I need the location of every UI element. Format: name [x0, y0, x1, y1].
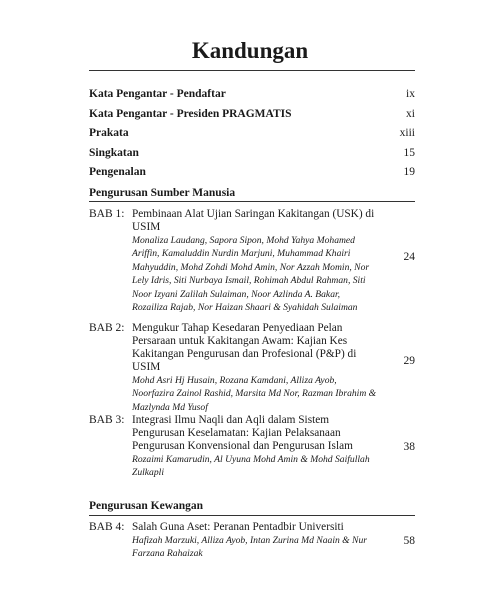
section-rule — [89, 201, 415, 202]
front-matter-item[interactable] — [89, 147, 415, 167]
front-matter-list — [89, 88, 415, 186]
chapter-entry[interactable] — [89, 322, 415, 414]
chapter-authors: Rozaimi Kamarudin, Al Uyuna Mohd Amin & Mohd Saifullah Zulkapli — [132, 454, 370, 479]
front-matter-item[interactable] — [89, 88, 415, 108]
title-rule — [89, 70, 415, 71]
chapter-page: 24 — [403, 251, 415, 263]
front-matter-item[interactable] — [89, 108, 415, 128]
chapter-title: Integrasi Ilmu Naqli dan Aqli dalam Sistem Pengurusan Keselamatan: Kajian Pelaksanaan Pengurusan Konvensional dan Pengurusan Islam — [132, 414, 353, 452]
chapter-title: Salah Guna Aset: Peranan Pentadbir Universiti — [132, 521, 344, 533]
chapter-authors: Monaliza Laudang, Sapora Sipon, Mohd Yahya Mohamed Ariffin, Kamaluddin Nurdin Marjuni, Muhammad Khairi Mahyuddin, Mohd Zohdi Mohd Amin, Nor Azzah Momin, Nor Lely Idris, Siti Nurbaya Ismail, Rohimah Abdul Rahman, Siti Noor Izyani Zalilah Sulaiman, Noor Azlinda A. Bakar, Rozailiza Rajab, Nor Haizan Shaari & Syahidah Sulaiman — [132, 235, 370, 314]
chapter-authors: Hafizah Marzuki, Alliza Ayob, Intan Zurina Md Naain & Nur Farzana Rahaizak — [132, 535, 367, 560]
chapter-number: BAB 4: — [89, 521, 125, 533]
front-matter-label: Singkatan — [89, 146, 139, 159]
chapter-entry[interactable] — [89, 208, 415, 314]
chapter-body — [132, 414, 378, 480]
chapter-entry[interactable] — [89, 414, 415, 480]
section-heading: Pengurusan Kewangan — [89, 500, 204, 512]
front-matter-page: xiii — [399, 127, 415, 139]
page-title: Kandungan — [191, 38, 309, 63]
chapter-body — [132, 521, 378, 561]
front-matter-page: ix — [406, 88, 415, 100]
front-matter-item[interactable] — [89, 127, 415, 147]
chapter-title: Mengukur Tahap Kesedaran Penyediaan Pelan Persaraan untuk Kakitangan Awam: Kajian Kes Kakitangan Pengurusan dan Profesional (P&P) di USIM — [132, 322, 357, 373]
chapter-number: BAB 1: — [89, 208, 125, 220]
front-matter-page: xi — [406, 107, 415, 120]
chapter-page: 38 — [403, 441, 415, 453]
chapter-body — [132, 322, 378, 414]
chapter-page: 58 — [403, 535, 415, 547]
front-matter-label: Pengenalan — [89, 166, 146, 178]
front-matter-label: Prakata — [89, 127, 129, 139]
front-matter-label: Kata Pengantar - Presiden PRAGMATIS — [89, 107, 292, 120]
front-matter-label: Kata Pengantar - Pendaftar — [89, 88, 226, 100]
chapter-page: 29 — [403, 355, 415, 367]
chapter-body — [132, 208, 378, 314]
chapter-number: BAB 2: — [89, 322, 125, 334]
chapter-entry[interactable] — [89, 521, 415, 561]
section-rule — [89, 515, 415, 516]
chapter-number: BAB 3: — [89, 414, 125, 426]
section-heading: Pengurusan Sumber Manusia — [89, 187, 236, 199]
chapter-authors: Mohd Asri Hj Husain, Rozana Kamdani, Alliza Ayob, Noorfazira Zainol Rashid, Marsita Md Nor, Razman Ibrahim & Mazlynda Md Yusof — [132, 375, 377, 413]
front-matter-page: 19 — [403, 166, 415, 178]
chapter-title: Pembinaan Alat Ujian Saringan Kakitangan (USK) di USIM — [132, 208, 375, 233]
front-matter-page: 15 — [403, 146, 415, 159]
front-matter-item[interactable] — [89, 166, 415, 186]
